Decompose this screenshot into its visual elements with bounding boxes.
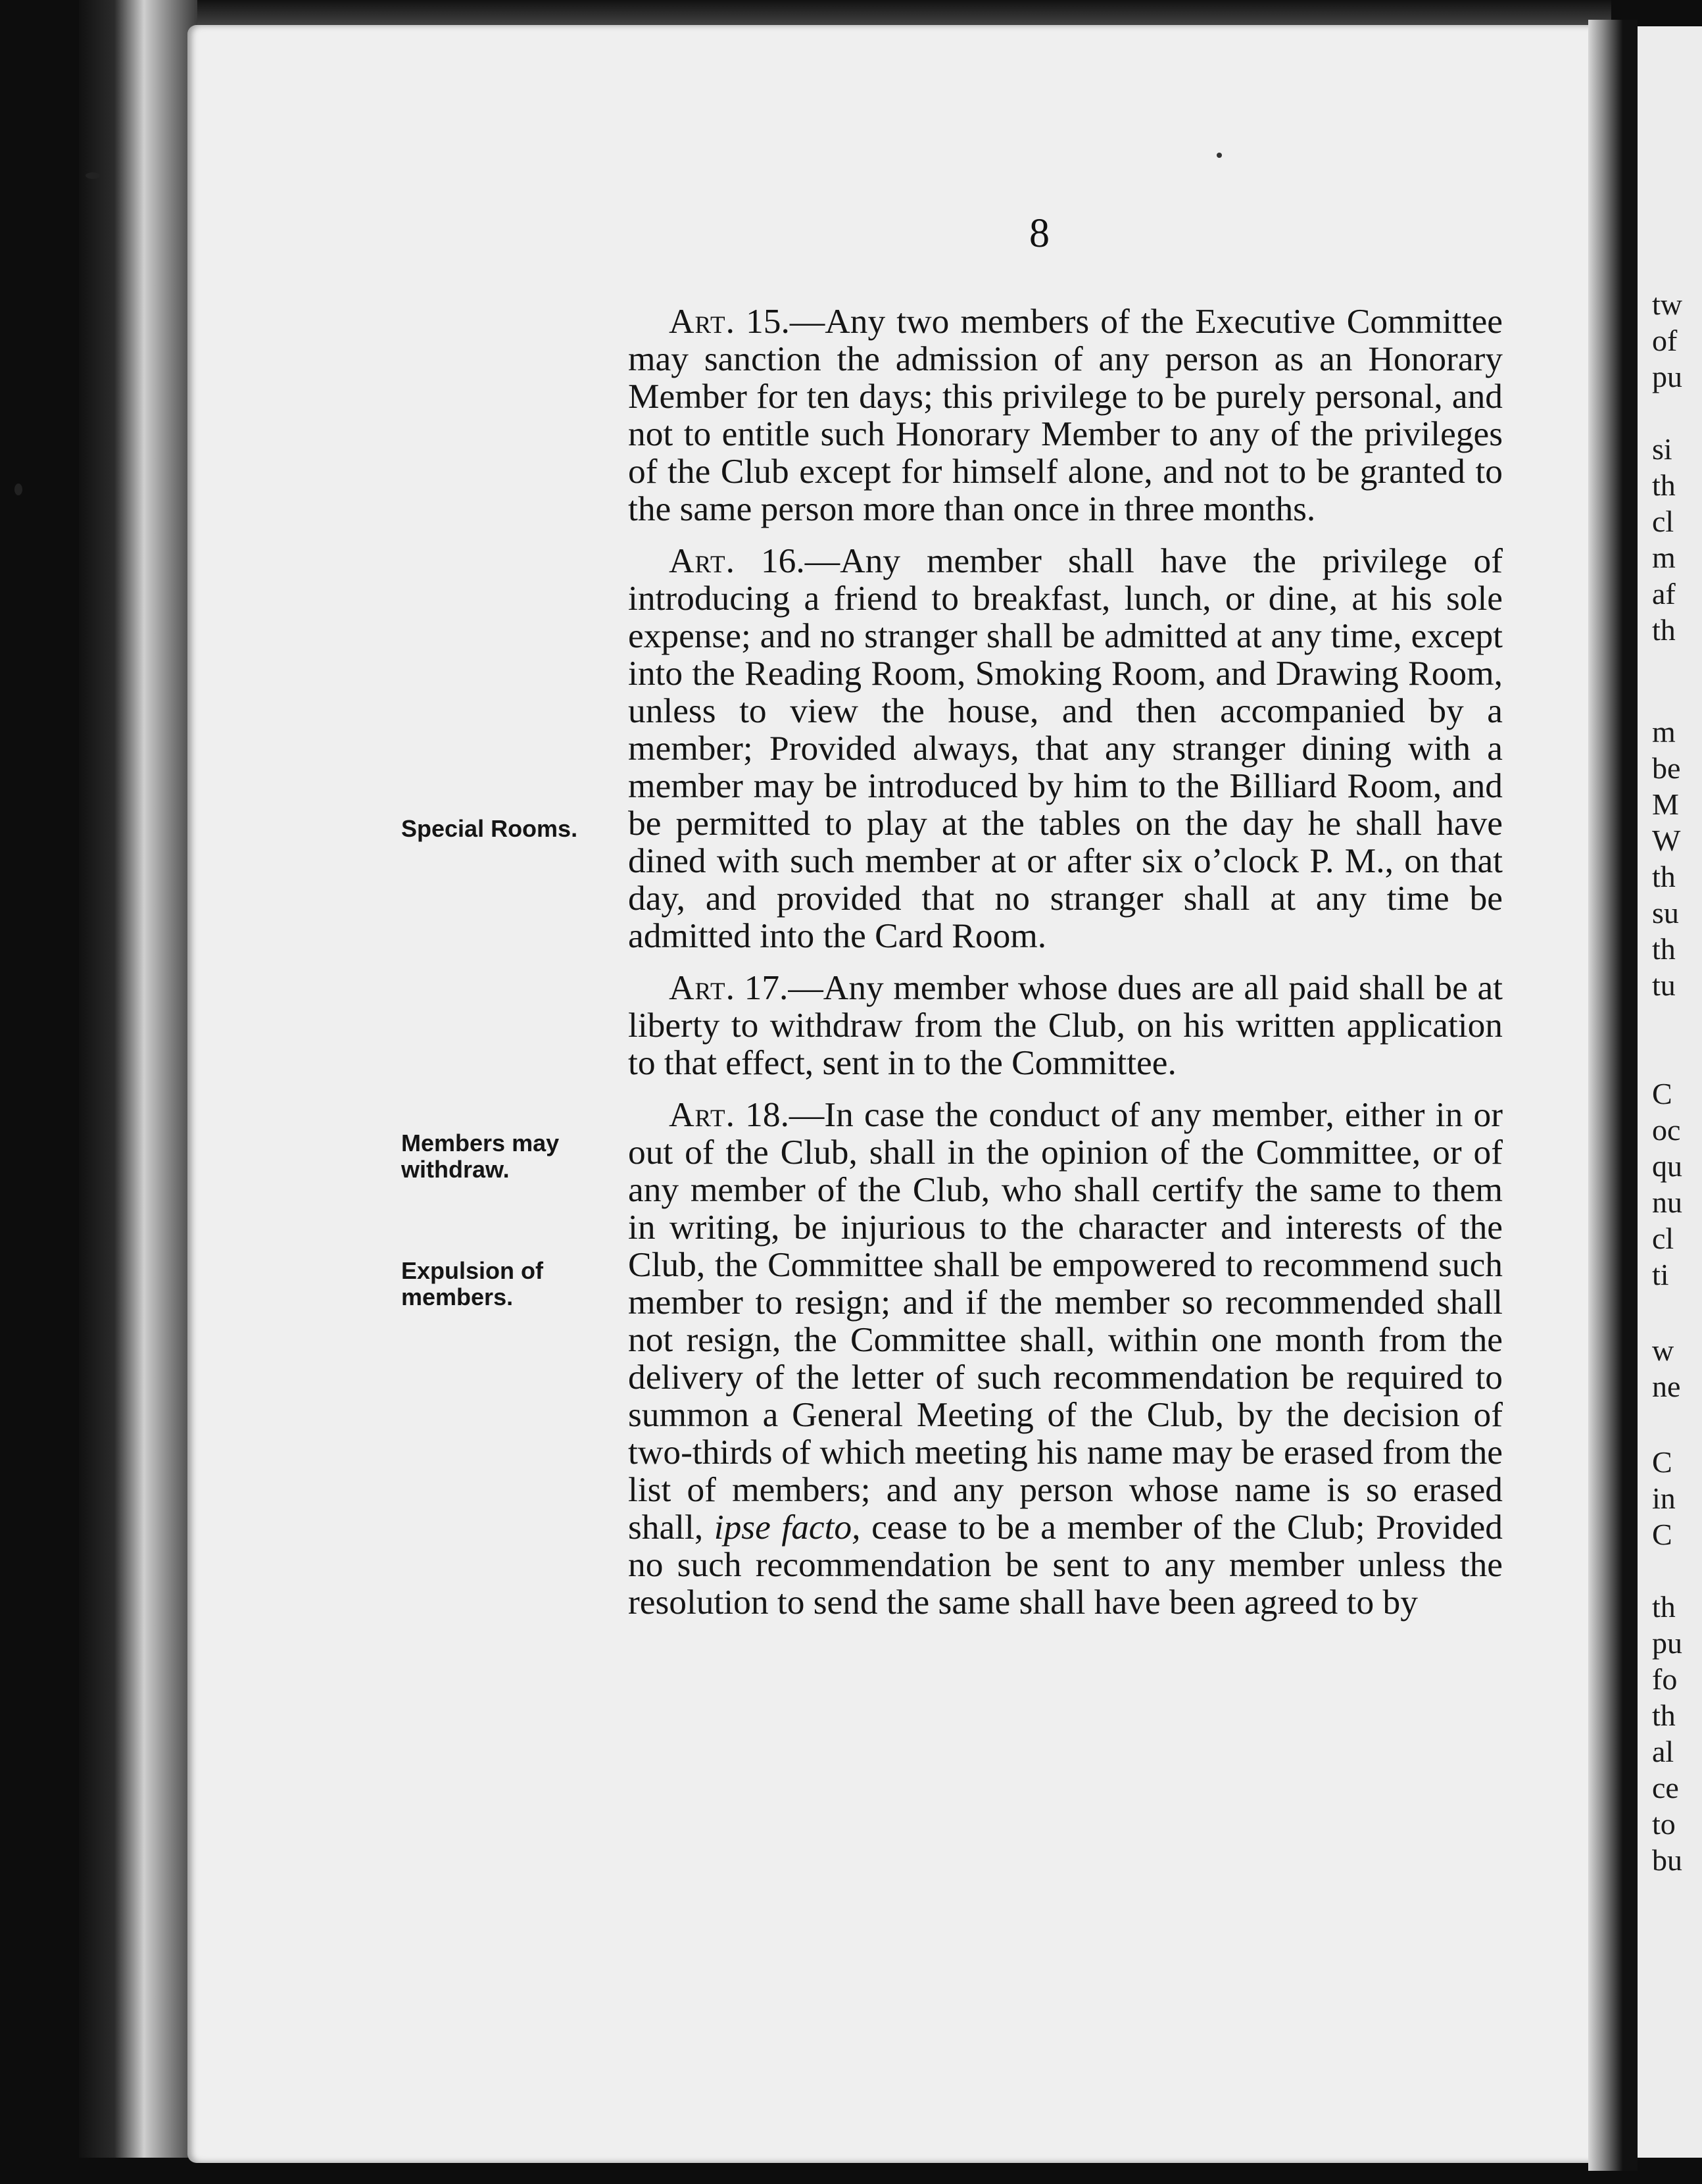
sidenote-text: withdraw. — [401, 1156, 510, 1183]
ink-dot — [1217, 153, 1222, 158]
next-page-fragment: pu — [1652, 1626, 1682, 1660]
next-page-fragment: nu — [1652, 1185, 1682, 1219]
article-italic-phrase: ipse facto, — [714, 1507, 861, 1547]
sidenote-expulsion — [401, 1258, 598, 1310]
scan-speck — [14, 484, 22, 495]
article-number: . 16.— — [725, 541, 840, 580]
next-page-fragment: tw — [1652, 287, 1682, 321]
sidenote-text: Members may — [401, 1129, 560, 1156]
next-page-fragment: cl — [1652, 505, 1674, 538]
next-page-fragment: w — [1652, 1333, 1674, 1367]
article-body — [628, 303, 1503, 1635]
next-page-fragment: cl — [1652, 1222, 1674, 1255]
book-top-edge — [164, 0, 1611, 26]
sidenote-special-rooms — [401, 816, 598, 842]
article-text: Any two members of the Executive Committee may sanction the admission of any person as an Honorary Member for ten days; this privilege to be purely personal, and not to entitle such Honorary Member to any of the privileges of the Club except for himself alone, and not to be granted to the same person more than once in three months. — [628, 301, 1503, 528]
next-page-fragment: M — [1652, 787, 1679, 821]
article-label: Art — [669, 968, 726, 1007]
next-page-fragment: qu — [1652, 1149, 1682, 1183]
next-page-fragment: th — [1652, 1699, 1676, 1732]
next-page-fragment: oc — [1652, 1113, 1681, 1147]
article-text: In case the conduct of any member, either in or out of the Club, shall in the opinion of the Committee, or of any member of the Club, who shall certify the same to them in writing, be injurious to the character and interests of the Club, the Committee shall be empowered to recommend such member to resign; and if the member so recommended shall not resign, the Committee shall, within one month from the delivery of the letter of such recommendation be required to summon a General Meeting of the Club, by the decision of two-thirds of which meeting his name may be erased from the list of members; and any person whose name is so erased shall, — [628, 1095, 1503, 1547]
article-number: . 15.— — [725, 301, 825, 341]
next-page-fragment: pu — [1652, 360, 1682, 393]
next-page-fragment: of — [1652, 324, 1678, 357]
article-17 — [628, 969, 1503, 1081]
next-page-fragment: C — [1652, 1077, 1672, 1110]
next-page-fragment: m — [1652, 541, 1676, 574]
next-page-fragment: ce — [1652, 1771, 1679, 1804]
next-page-fragment: ti — [1652, 1258, 1669, 1291]
next-page-edge — [1638, 26, 1702, 2158]
article-18 — [628, 1096, 1503, 1621]
next-page-fragment: C — [1652, 1445, 1672, 1479]
sidenote-members-withdraw — [401, 1130, 598, 1183]
next-page-fragment: th — [1652, 468, 1676, 502]
next-page-fragment: th — [1652, 613, 1676, 647]
article-text: Any member shall have the privilege of introducing a friend to breakfast, lunch, or dine, at his sole expense; and no stranger shall be admitted at any time, except into the Reading Room, Smoking Room, and Drawing Room, unless to view the house, and then accompanied by a member; Provided always, that any stranger dining with a member may be introduced by him to the Billiard Room, and be permitted to play at the tables on the day he shall have dined with such member at or after six o’clock P. M., on that day, and provided that no stranger shall at any time be admitted into the Card Room. — [628, 541, 1503, 955]
article-number: . 17.— — [725, 968, 823, 1007]
article-label: Art — [669, 1095, 726, 1134]
next-page-fragment: W — [1652, 824, 1681, 857]
next-page-fragment: si — [1652, 432, 1672, 466]
next-page-fragment: in — [1652, 1481, 1676, 1515]
article-label: Art — [669, 541, 726, 580]
next-page-fragment: m — [1652, 715, 1676, 749]
next-page-fragment: th — [1652, 932, 1676, 966]
next-page-fragment: be — [1652, 751, 1681, 785]
article-text: cease to be a member of the Club; Provided no such recommendation be sent to any member unless the resolution to send the same shall have been agreed to by — [628, 1507, 1503, 1622]
sidenote-text: Special Rooms. — [401, 815, 578, 842]
book-gutter — [1588, 20, 1638, 2171]
page-number: 8 — [1029, 211, 1050, 256]
article-label: Art — [669, 301, 726, 341]
sidenote-text: members. — [401, 1283, 514, 1310]
next-page-fragment: to — [1652, 1807, 1676, 1841]
article-number: . 18.— — [725, 1095, 825, 1134]
next-page-fragment: tu — [1652, 968, 1676, 1002]
article-16 — [628, 542, 1503, 955]
next-page-fragment: af — [1652, 577, 1676, 610]
sidenote-text: Expulsion of — [401, 1257, 543, 1284]
next-page-fragment: fo — [1652, 1662, 1678, 1696]
scan-speck — [85, 172, 100, 179]
next-page-fragment: C — [1652, 1518, 1672, 1551]
next-page-fragment: th — [1652, 860, 1676, 893]
next-page-fragment: su — [1652, 896, 1679, 930]
next-page-fragment: ne — [1652, 1370, 1681, 1403]
next-page-fragment: al — [1652, 1735, 1674, 1768]
book-left-edge — [79, 0, 197, 2158]
next-page-fragment: th — [1652, 1590, 1676, 1624]
next-page-fragment: bu — [1652, 1843, 1682, 1877]
article-15 — [628, 303, 1503, 528]
article-text: Any member whose dues are all paid shall be at liberty to withdraw from the Club, on his written application to that effect, sent in to the Committee. — [628, 968, 1503, 1082]
